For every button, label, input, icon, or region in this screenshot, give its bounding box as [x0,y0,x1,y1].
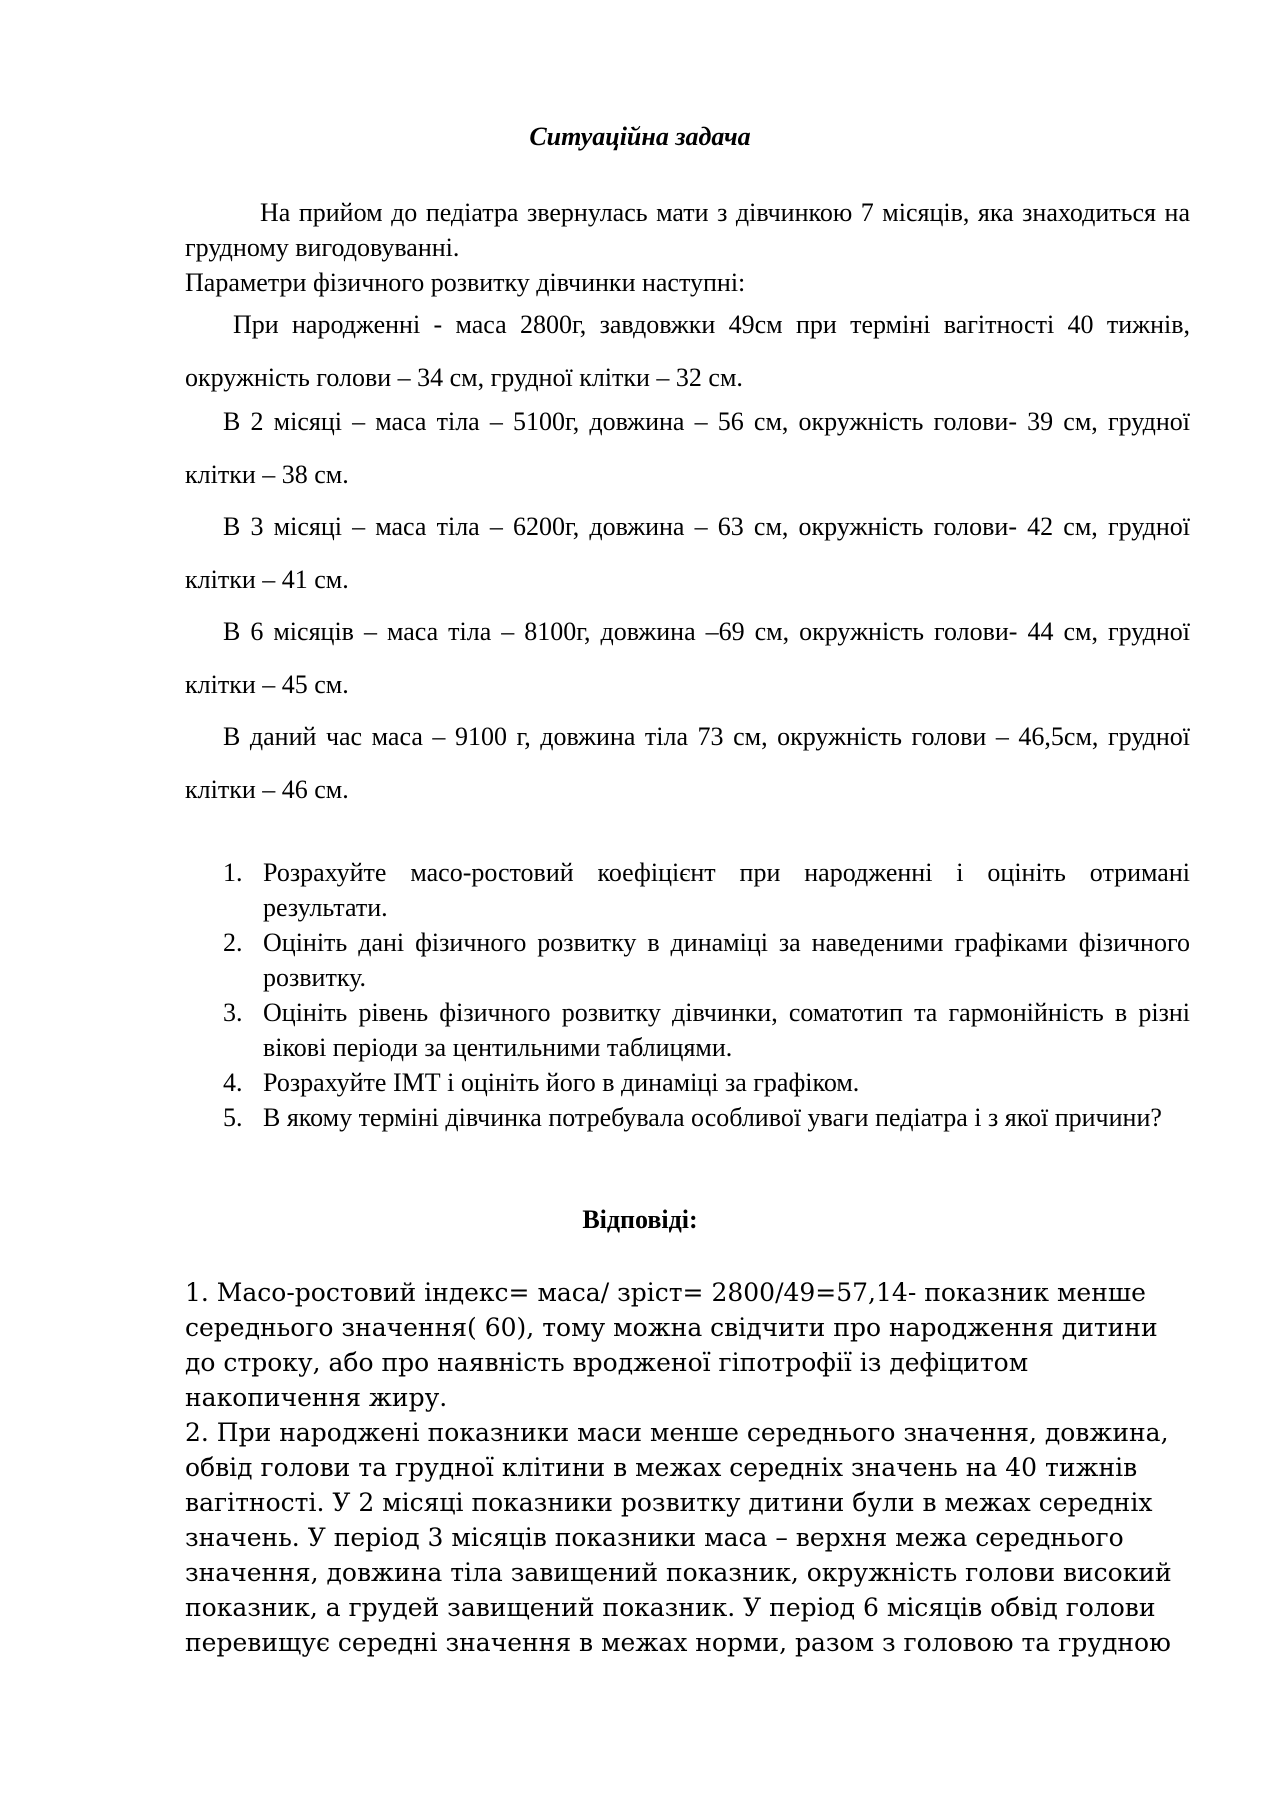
month2-measurements: В 2 місяці – маса тіла – 5100г, довжина – 56 см, окружність голови- 39 см, грудної клітки – 38 см. [185,407,1190,489]
questions-list [185,855,1190,1135]
answer-2: 2. При народжені показники маси менше середнього значення, довжина, обвід голови та грудної клітини в межах середніх значень на 40 тижнів вагітності. У 2 місяці показники розвитку дитини були в межах середніх значень. У період 3 місяців показники маса – верхня межа середнього значення, довжина тіла завищений показник, окружність голови високий показник, а грудей завищений показник. У період 6 місяців обвід голови перевищує середні значення в межах норми, разом з головою та грудною [185,1418,1172,1657]
question-number: 4. [223,1068,243,1097]
answer-1: 1. Масо-ростовий індекс= маса/ зріст= 2800/49=57,14- показник менше середнього значення( 60), тому можна свідчити про народження дитини до строку, або про наявність вродженої гіпотрофії із дефіцитом накопичення жиру. [185,1278,1158,1412]
question-number: 5. [223,1103,243,1132]
birth-measurements: При народженні - маса 2800г, завдовжки 49см при терміні вагітності 40 тижнів, окружність голови – 34 см, грудної клітки – 32 см. [185,310,1190,392]
question-text: Розрахуйте ІМТ і оцініть його в динаміці за графіком. [263,1068,860,1097]
month3-measurements: В 3 місяці – маса тіла – 6200г, довжина – 63 см, окружність голови- 42 см, грудної клітки – 41 см. [185,512,1190,594]
question-text: Оцініть дані фізичного розвитку в динаміці за наведеними графіками фізичного розвитку. [263,928,1190,992]
intro-parameters-line: Параметри фізичного розвитку дівчинки наступні: [185,268,746,297]
question-text: Розрахуйте масо-ростовий коефіцієнт при народженні і оцініть отримані результати. [263,858,1190,922]
answers-heading: Відповіді: [582,1205,698,1234]
question-number: 2. [223,928,243,957]
list-item [185,1100,1190,1135]
list-item [185,995,1190,1065]
list-item [185,1065,1190,1100]
question-number: 1. [223,858,243,887]
question-number: 3. [223,998,243,1027]
question-text: Оцініть рівень фізичного розвитку дівчинки, соматотип та гармонійність в різні вікові періоди за центильними таблицями. [263,998,1190,1062]
question-text: В якому терміні дівчинка потребувала особливої уваги педіатра і з якої причини? [263,1103,1162,1132]
list-item [185,925,1190,995]
list-item [185,855,1190,925]
page-title: Ситуаційна задача [529,122,751,151]
current-measurements: В даний час маса – 9100 г, довжина тіла 73 см, окружність голови – 46,5см, грудної клітки – 46 см. [185,722,1190,804]
intro-paragraph: На прийом до педіатра звернулась мати з дівчинкою 7 місяців, яка знаходиться на грудному вигодовуванні. [185,198,1190,262]
month6-measurements: В 6 місяців – маса тіла – 8100г, довжина –69 см, окружність голови- 44 см, грудної клітки – 45 см. [185,617,1190,699]
